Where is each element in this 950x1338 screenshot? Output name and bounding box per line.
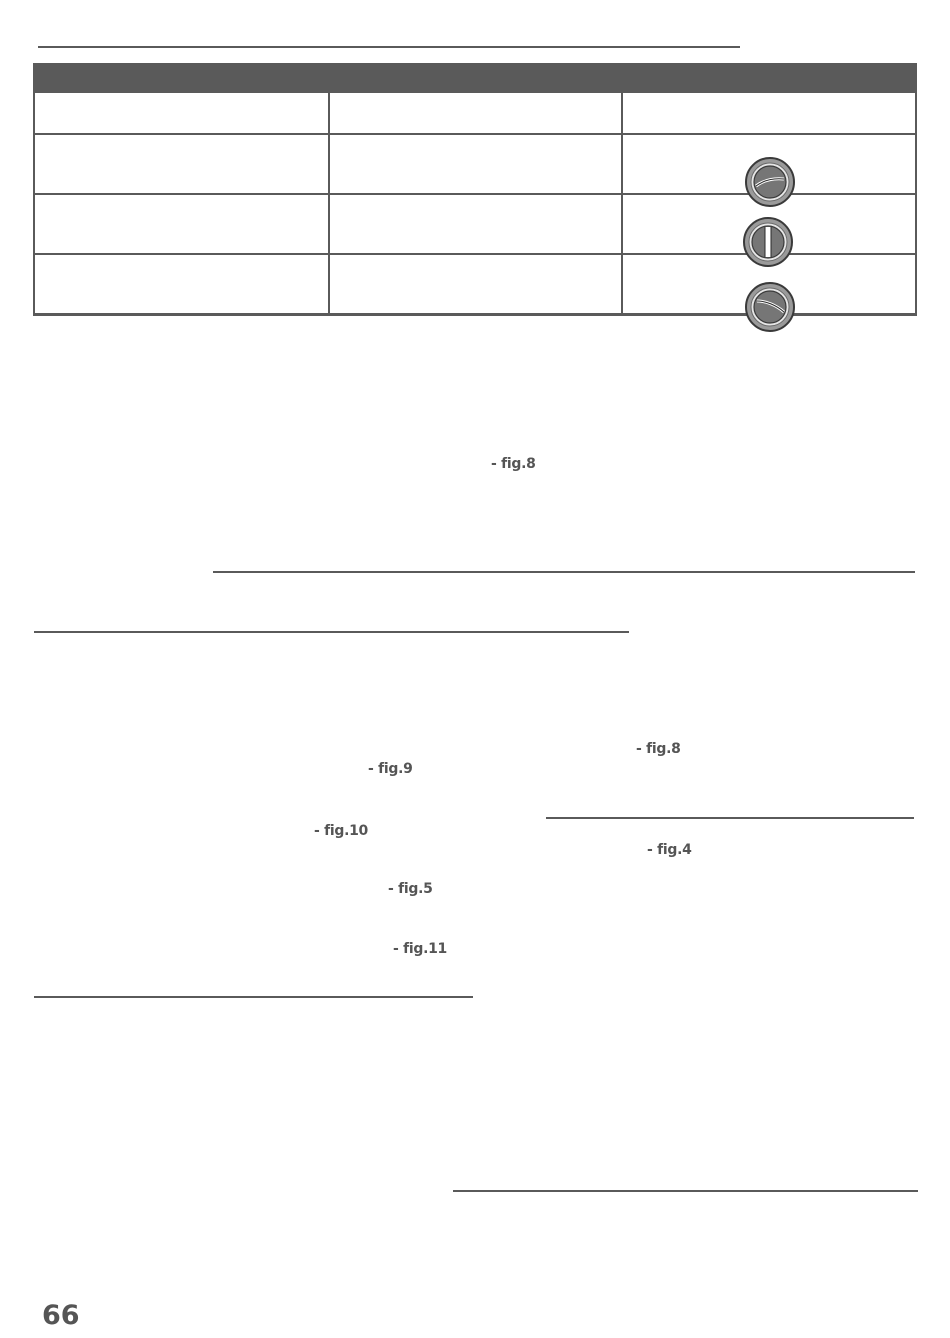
- section-rule: [213, 571, 915, 573]
- dial-knob-icon: [744, 281, 796, 333]
- row-divider: [35, 133, 915, 135]
- section-rule: [34, 996, 473, 998]
- dial-knob-icon: [742, 216, 794, 268]
- figure-reference: - fig.5: [388, 881, 433, 897]
- figure-reference: - fig.10: [314, 823, 368, 839]
- section-rule-top: [38, 46, 740, 48]
- figure-reference: - fig.9: [368, 761, 413, 777]
- figure-reference: - fig.4: [647, 842, 692, 858]
- page-number: 66: [42, 1300, 80, 1331]
- dial-knob-icon: [744, 156, 796, 208]
- section-rule: [34, 631, 629, 633]
- table-header-bar: [33, 63, 917, 93]
- table-body: [33, 93, 917, 316]
- section-rule: [546, 817, 914, 819]
- figure-reference: - fig.11: [393, 941, 447, 957]
- figure-reference: - fig.8: [491, 456, 536, 472]
- settings-table: [33, 63, 917, 316]
- figure-reference: - fig.8: [636, 741, 681, 757]
- section-rule: [453, 1190, 918, 1192]
- column-divider: [621, 93, 623, 313]
- column-divider: [328, 93, 330, 313]
